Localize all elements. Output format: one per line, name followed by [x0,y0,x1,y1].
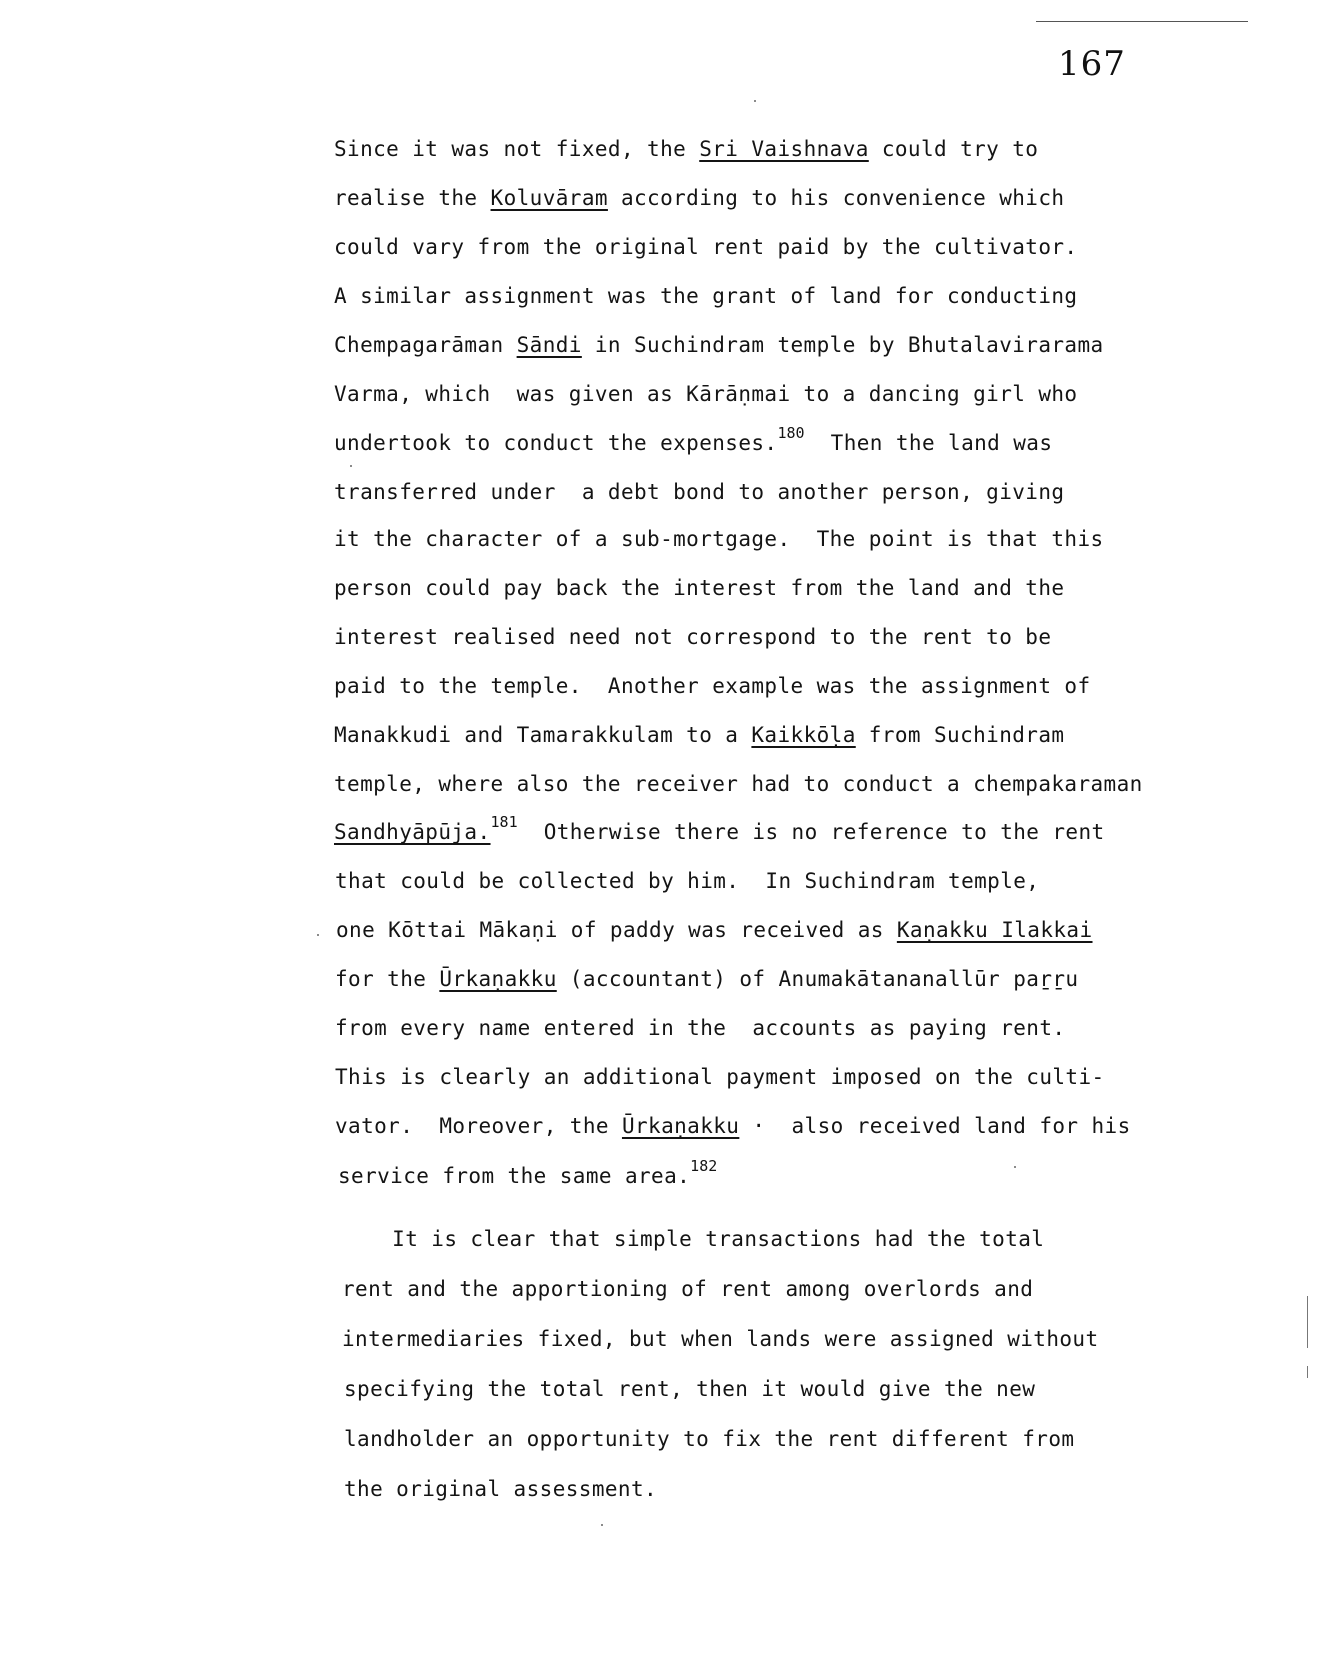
text-line [334,135,1038,163]
underlined-term: Sri Vaishnava [699,137,869,161]
line-text: could try to [868,137,1039,161]
line-text: it the character of a sub-mortgage. The point is that this [334,527,1104,551]
underlined-term: Koluvāram [490,186,608,210]
line-text: (accountant) of Anumakātananallūr paṟṟu [556,967,1079,991]
line-text: Chempagarāman [334,333,517,357]
underlined-term: Kaṇakku Ilakkai [896,918,1093,942]
scan-speck [317,934,319,936]
underlined-term: Ūrkaṇakku [439,967,557,991]
scan-speck [350,465,352,467]
text-line [335,1014,1065,1042]
text-line [334,184,1064,212]
line-text: Varma, which was given as Kārāṇmai to a dancing girl who [334,382,1078,406]
text-line [334,282,1077,310]
underlined-term: Kaikkōḷa [751,723,856,747]
line-text: Otherwise there is no reference to the rent [517,820,1105,844]
line-text: realise the [334,186,491,210]
line-text: for the [335,967,440,991]
text-line [342,1325,1099,1353]
text-line [335,1112,1131,1140]
line-text: landholder an opportunity to fix the rent different from [344,1427,1075,1451]
line-text: vator. Moreover, the [335,1114,622,1138]
page-number: 167 [1058,44,1126,84]
line-text: temple, where also the receiver had to conduct a chempakaraman [334,772,1143,796]
line-text: the original assessment. [344,1477,658,1501]
text-line [334,380,1077,408]
line-text: Since it was not fixed, the [334,137,700,161]
top-rule [1036,21,1248,22]
text-line [340,1225,1044,1253]
line-text: could vary from the original rent paid by the cultivator. [334,235,1078,259]
text-line [342,1275,1033,1303]
text-line [334,525,1104,553]
line-text: rent and the apportioning of rent among overlords and [342,1277,1034,1301]
line-text: undertook to conduct the expenses. [334,431,778,455]
underlined-term: Ūrkaṇakku [621,1114,740,1138]
line-text: Manakkudi and Tamarakkulam to a [334,723,752,747]
text-line [334,478,1064,506]
scan-speck [754,100,756,102]
footnote-marker: 181 [490,813,518,831]
line-text: service from the same area. [338,1164,691,1188]
text-line [334,574,1064,602]
line-text: from Suchindram [855,723,1065,747]
line-text: from every name entered in the accounts as paying rent. [335,1016,1066,1040]
margin-mark [1307,1296,1308,1348]
line-text: in Suchindram temple by Bhutalavirarama [581,333,1104,357]
text-line [334,721,1064,749]
footnote-marker: 180 [777,424,805,442]
line-text: specifying the total rent, then it would give the new [344,1377,1036,1401]
line-text: person could pay back the interest from the land and the [334,576,1065,600]
line-text: · also received land for his [739,1114,1131,1138]
line-text: that could be collected by him. In Suchindram temple, [335,869,1040,893]
text-line [344,1475,657,1503]
line-text: according to his convenience which [607,186,1065,210]
text-line [334,424,1053,457]
text-line [334,813,1105,846]
scan-speck [1014,1166,1016,1168]
text-line [336,916,1093,944]
line-text: one Kōttai Mākaṇi of paddy was received as [336,918,897,942]
text-line [344,1375,1035,1403]
underlined-term: Sandhyāpūja. [334,820,491,844]
text-line [334,770,1143,798]
line-text: It is clear that simple transactions had the total [340,1227,1045,1251]
underlined-term: Sāndi [516,333,582,357]
line-text: transferred under a debt bond to another person, giving [334,480,1065,504]
line-text: This is clearly an additional payment imposed on the culti- [335,1065,1105,1089]
line-text: intermediaries fixed, but when lands were assigned without [342,1327,1099,1351]
text-line [338,1157,718,1190]
text-line [344,1425,1074,1453]
text-line [335,965,1078,993]
text-line [334,672,1091,700]
text-line [335,1063,1105,1091]
text-line [334,331,1104,359]
line-text: interest realised need not correspond to the rent to be [334,625,1052,649]
text-line [335,867,1039,895]
line-text: paid to the temple. Another example was the assignment of [334,674,1091,698]
margin-mark [1307,1366,1308,1378]
scan-speck [601,1524,603,1526]
line-text: Then the land was [804,431,1053,455]
footnote-marker: 182 [690,1157,718,1175]
text-line [334,623,1051,651]
text-line [334,233,1077,261]
line-text: A similar assignment was the grant of land for conducting [334,284,1078,308]
